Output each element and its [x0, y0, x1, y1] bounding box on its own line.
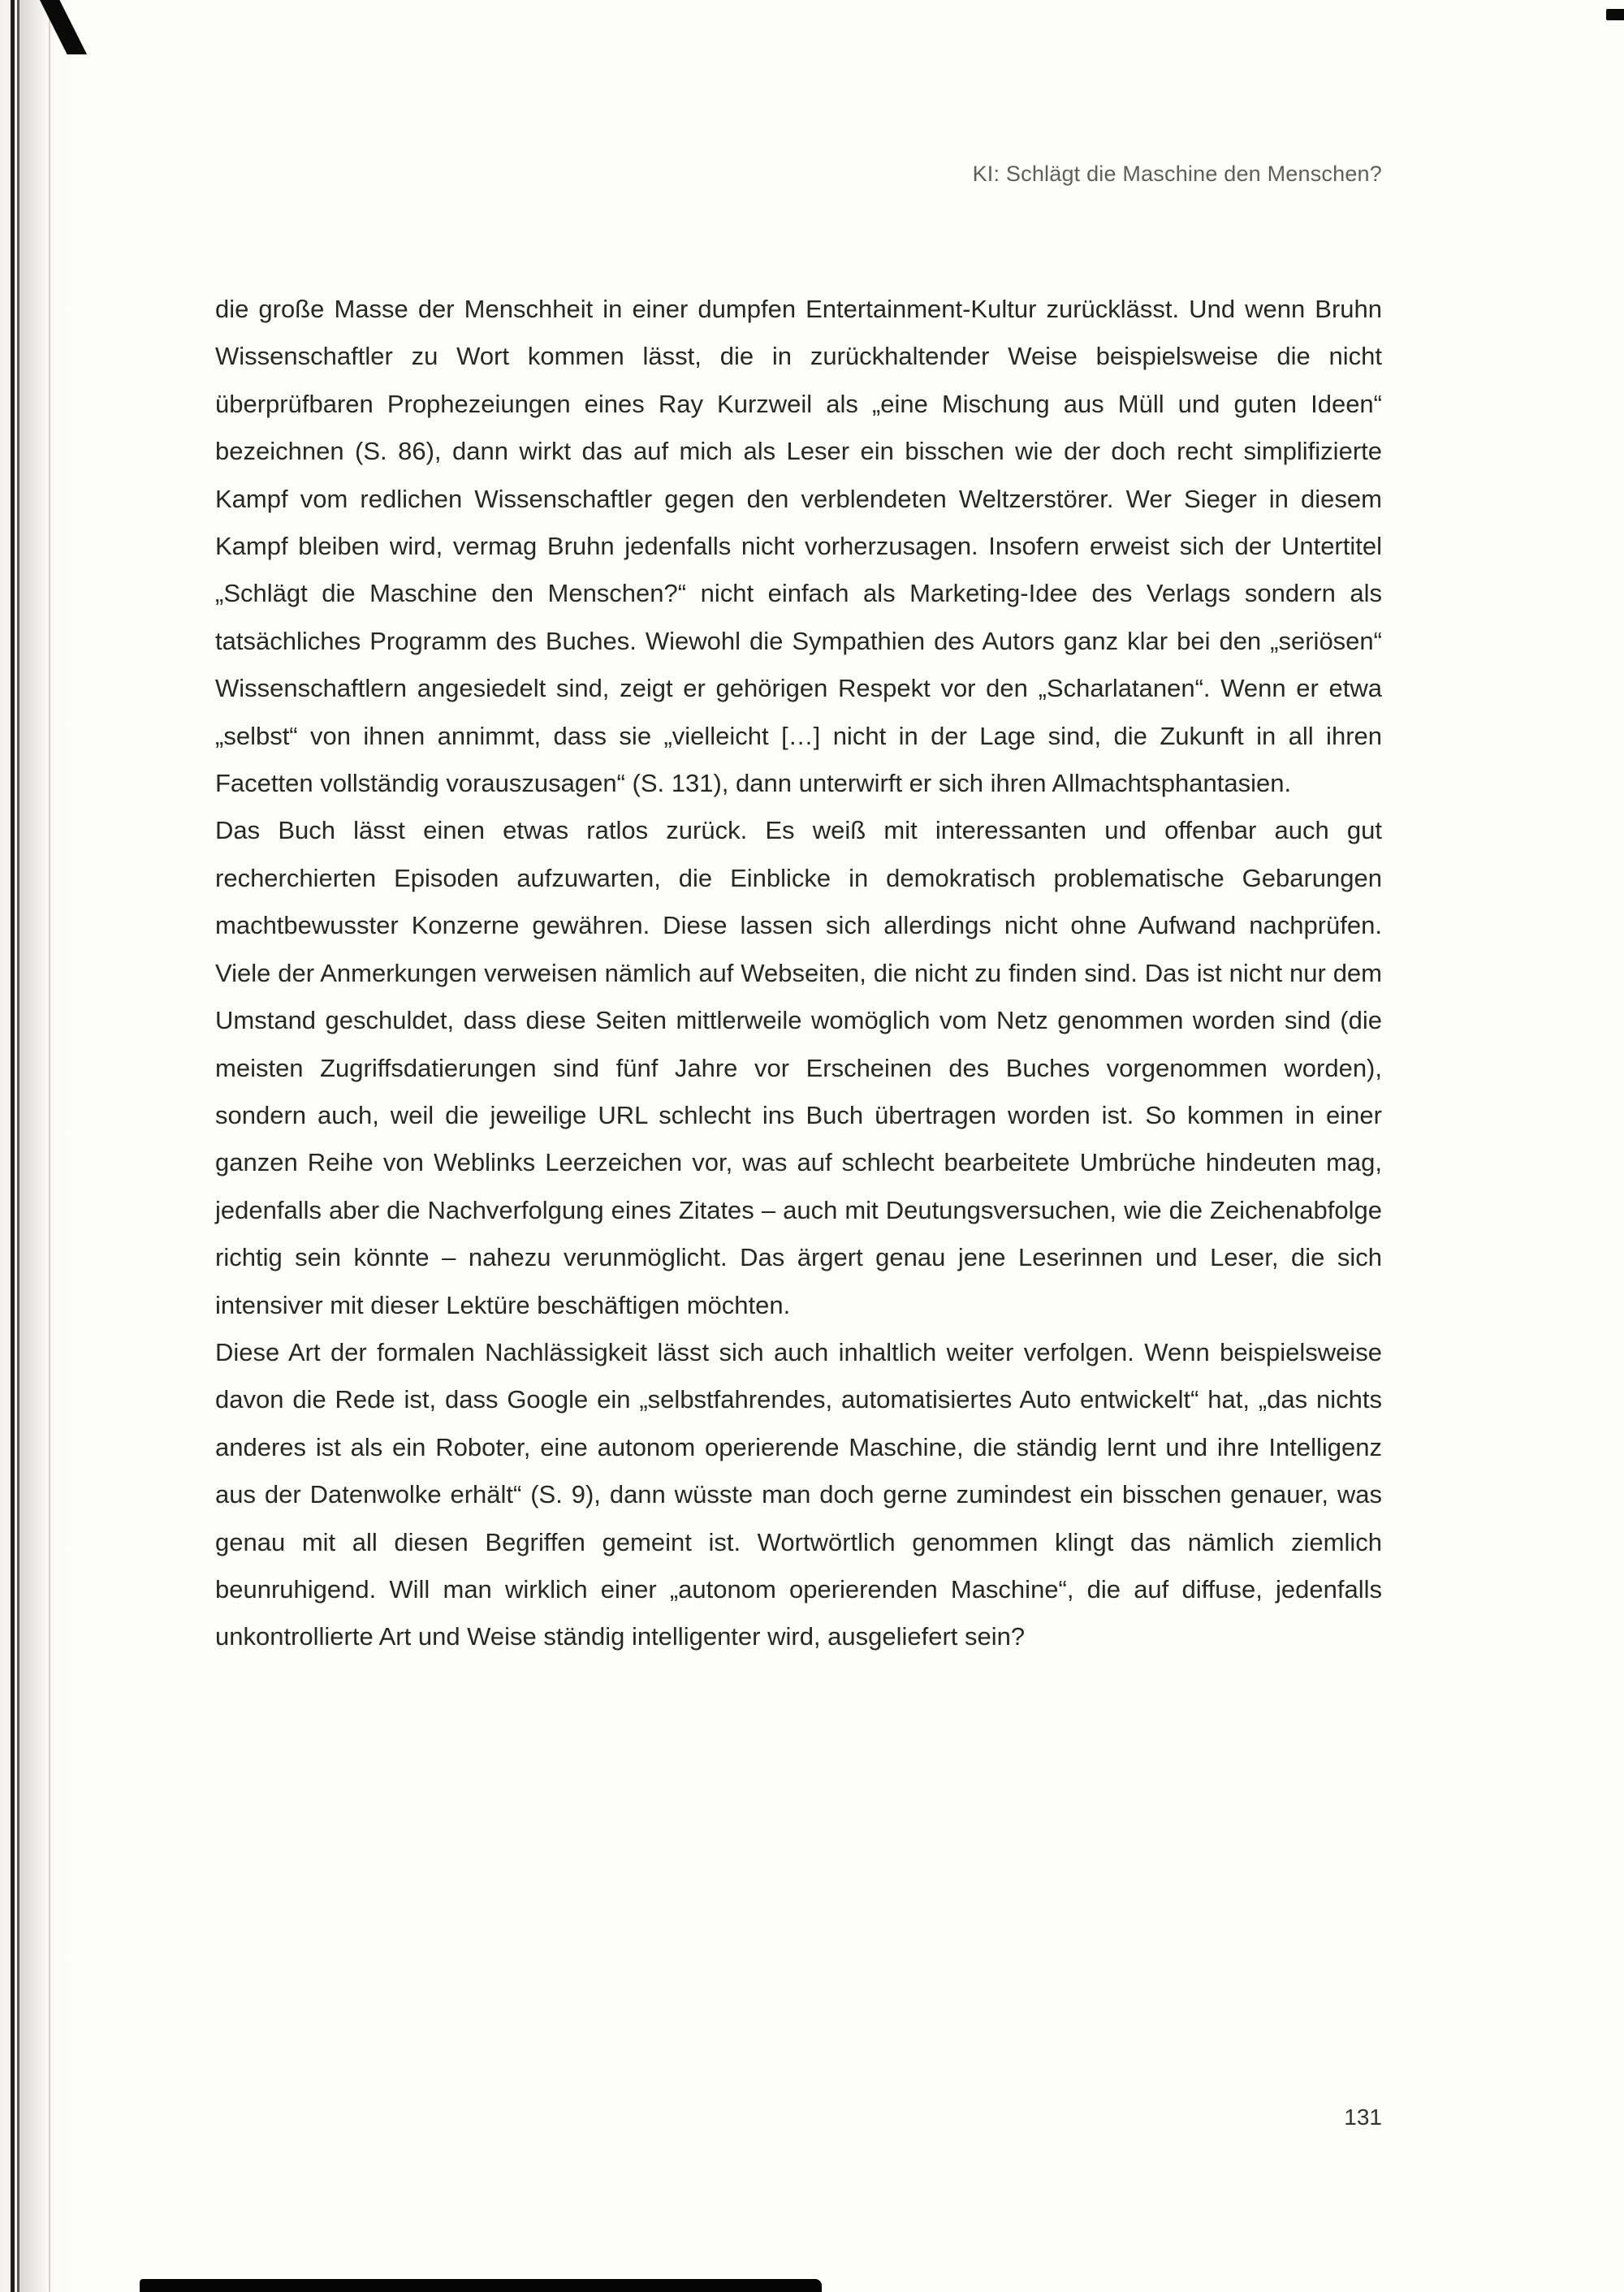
page-number: 131: [1344, 2104, 1382, 2130]
scan-artifact-bottom-bar: [140, 2279, 822, 2292]
page-edge-faint-line: [49, 0, 50, 2292]
scan-artifact-top-right: [1606, 9, 1624, 20]
running-header: KI: Schlägt die Maschine den Menschen?: [972, 162, 1382, 186]
book-spine-edge-line: [11, 0, 15, 2292]
book-spine-shadow: [19, 0, 47, 2292]
paragraph: die große Masse der Menschheit in einer dumpfen Entertainment-Kultur zurücklässt. Und wenn Bruhn Wissenschaftler zu Wort kommen lässt, die in zurückhaltender Weise beispielsweise die nicht überprüfbaren Prophezeiungen eines Ray Kurzweil als „eine Mischung aus Müll und guten Ideen“ bezeichnen (S. 86), dann wirkt das auf mich als Leser ein bisschen wie der doch recht simplifizierte Kampf vom redlichen Wissenschaftler gegen den verblendeten Weltzerstörer. Wer Sieger in diesem Kampf bleiben wird, vermag Bruhn jedenfalls nicht vorherzusagen. Insofern erweist sich der Untertitel „Schlägt die Maschine den Menschen?“ nicht einfach als Marketing-Idee des Verlags sondern als tatsächliches Programm des Buches. Wiewohl die Sympathien des Autors ganz klar bei den „seriösen“ Wissenschaftlern angesiedelt sind, zeigt er gehörigen Respekt vor den „Scharlatanen“. Wenn er etwa „selbst“ von ihnen annimmt, dass sie „vielleicht […] nicht in der Lage sind, die Zukunft in all ihren Facetten vollständig vorauszusagen“ (S. 131), dann unterwirft er sich ihren Allmachtsphantasien.: [215, 295, 1382, 798]
paragraph: Das Buch lässt einen etwas ratlos zurück. Es weiß mit interessanten und offenbar auch gut recherchierten Episoden aufzuwarten, die Einblicke in demokratisch problematische Gebarungen machtbewusster Konzerne gewähren. Diese lassen sich allerdings nicht ohne Aufwand nachprüfen. Viele der Anmerkungen verweisen nämlich auf Webseiten, die nicht zu finden sind. Das ist nicht nur dem Umstand geschuldet, dass diese Seiten mittlerweile womöglich vom Netz genommen worden sind (die meisten Zugriffsdatierungen sind fünf Jahre vor Erscheinen des Buches vorgenommen worden), sondern auch, weil die jeweilige URL schlecht ins Buch übertragen worden ist. So kommen in einer ganzen Reihe von Weblinks Leerzeichen vor, was auf schlecht bearbeitete Umbrüche hindeuten mag, jedenfalls aber die Nachverfolgung eines Zitates – auch mit Deutungsversuchen, wie die Zeichenabfolge richtig sein könnte – nahezu verunmöglicht. Das ärgert genau jene Leserinnen und Leser, die sich intensiver mit dieser Lektüre beschäftigen möchten.: [215, 816, 1382, 1319]
paragraph: Diese Art der formalen Nachlässigkeit lässt sich auch inhaltlich weiter verfolgen. Wenn beispielsweise davon die Rede ist, dass Google ein „selbstfahrendes, automatisiertes Auto entwickelt“ hat, „das nichts anderes ist als ein Roboter, eine autonom operierende Maschine, die ständig lernt und ihre Intelligenz aus der Datenwolke erhält“ (S. 9), dann wüsste man doch gerne zumindest ein bisschen genauer, was genau mit all diesen Begriffen gemeint ist. Wortwörtlich genommen klingt das nämlich ziemlich beunruhigend. Will man wirklich einer „autonom operierenden Maschine“, die auf diffuse, jedenfalls unkontrollierte Art und Weise ständig intelligenter wird, ausgeliefert sein?: [215, 1337, 1382, 1651]
body-text: [215, 286, 1382, 1661]
